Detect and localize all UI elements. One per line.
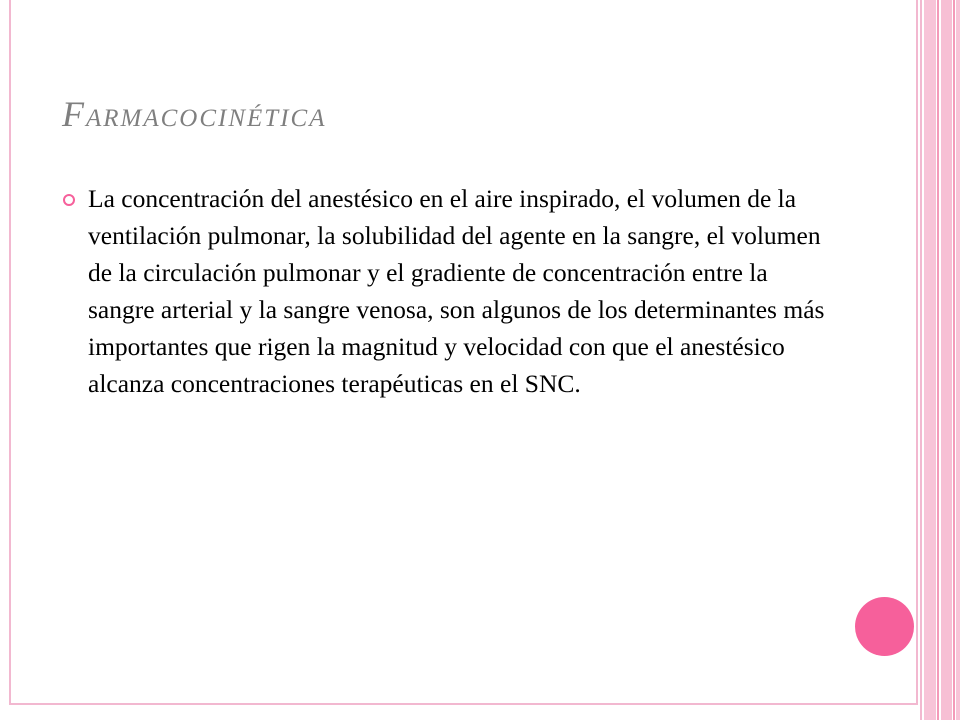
stripe-6 [956,0,960,720]
stripe-5 [953,0,955,720]
stripe-3 [937,0,939,720]
bullet-list [62,180,832,402]
bullet-item [62,180,832,402]
stripe-4 [941,0,952,720]
stripe-2 [924,0,936,720]
stripe-1 [920,0,922,720]
slide-title: Farmacocinética [62,94,327,134]
bullet-text: La concentración del anestésico en el aire inspirado, el volumen de la ventilación pulmonar, la solubilidad del agente en la sangre, el volumen de la circulación pulmonar y el gradiente de concentración entre la sangre arterial y la sangre venosa, son algunos de los determinantes más importantes que rigen la magnitud y velocidad con que el anestésico alcanza concentraciones terapéuticas en el SNC. [88,184,825,398]
hollow-circle-icon [62,193,76,207]
decorative-stripes [920,0,960,720]
pink-circle-decoration [855,597,914,656]
